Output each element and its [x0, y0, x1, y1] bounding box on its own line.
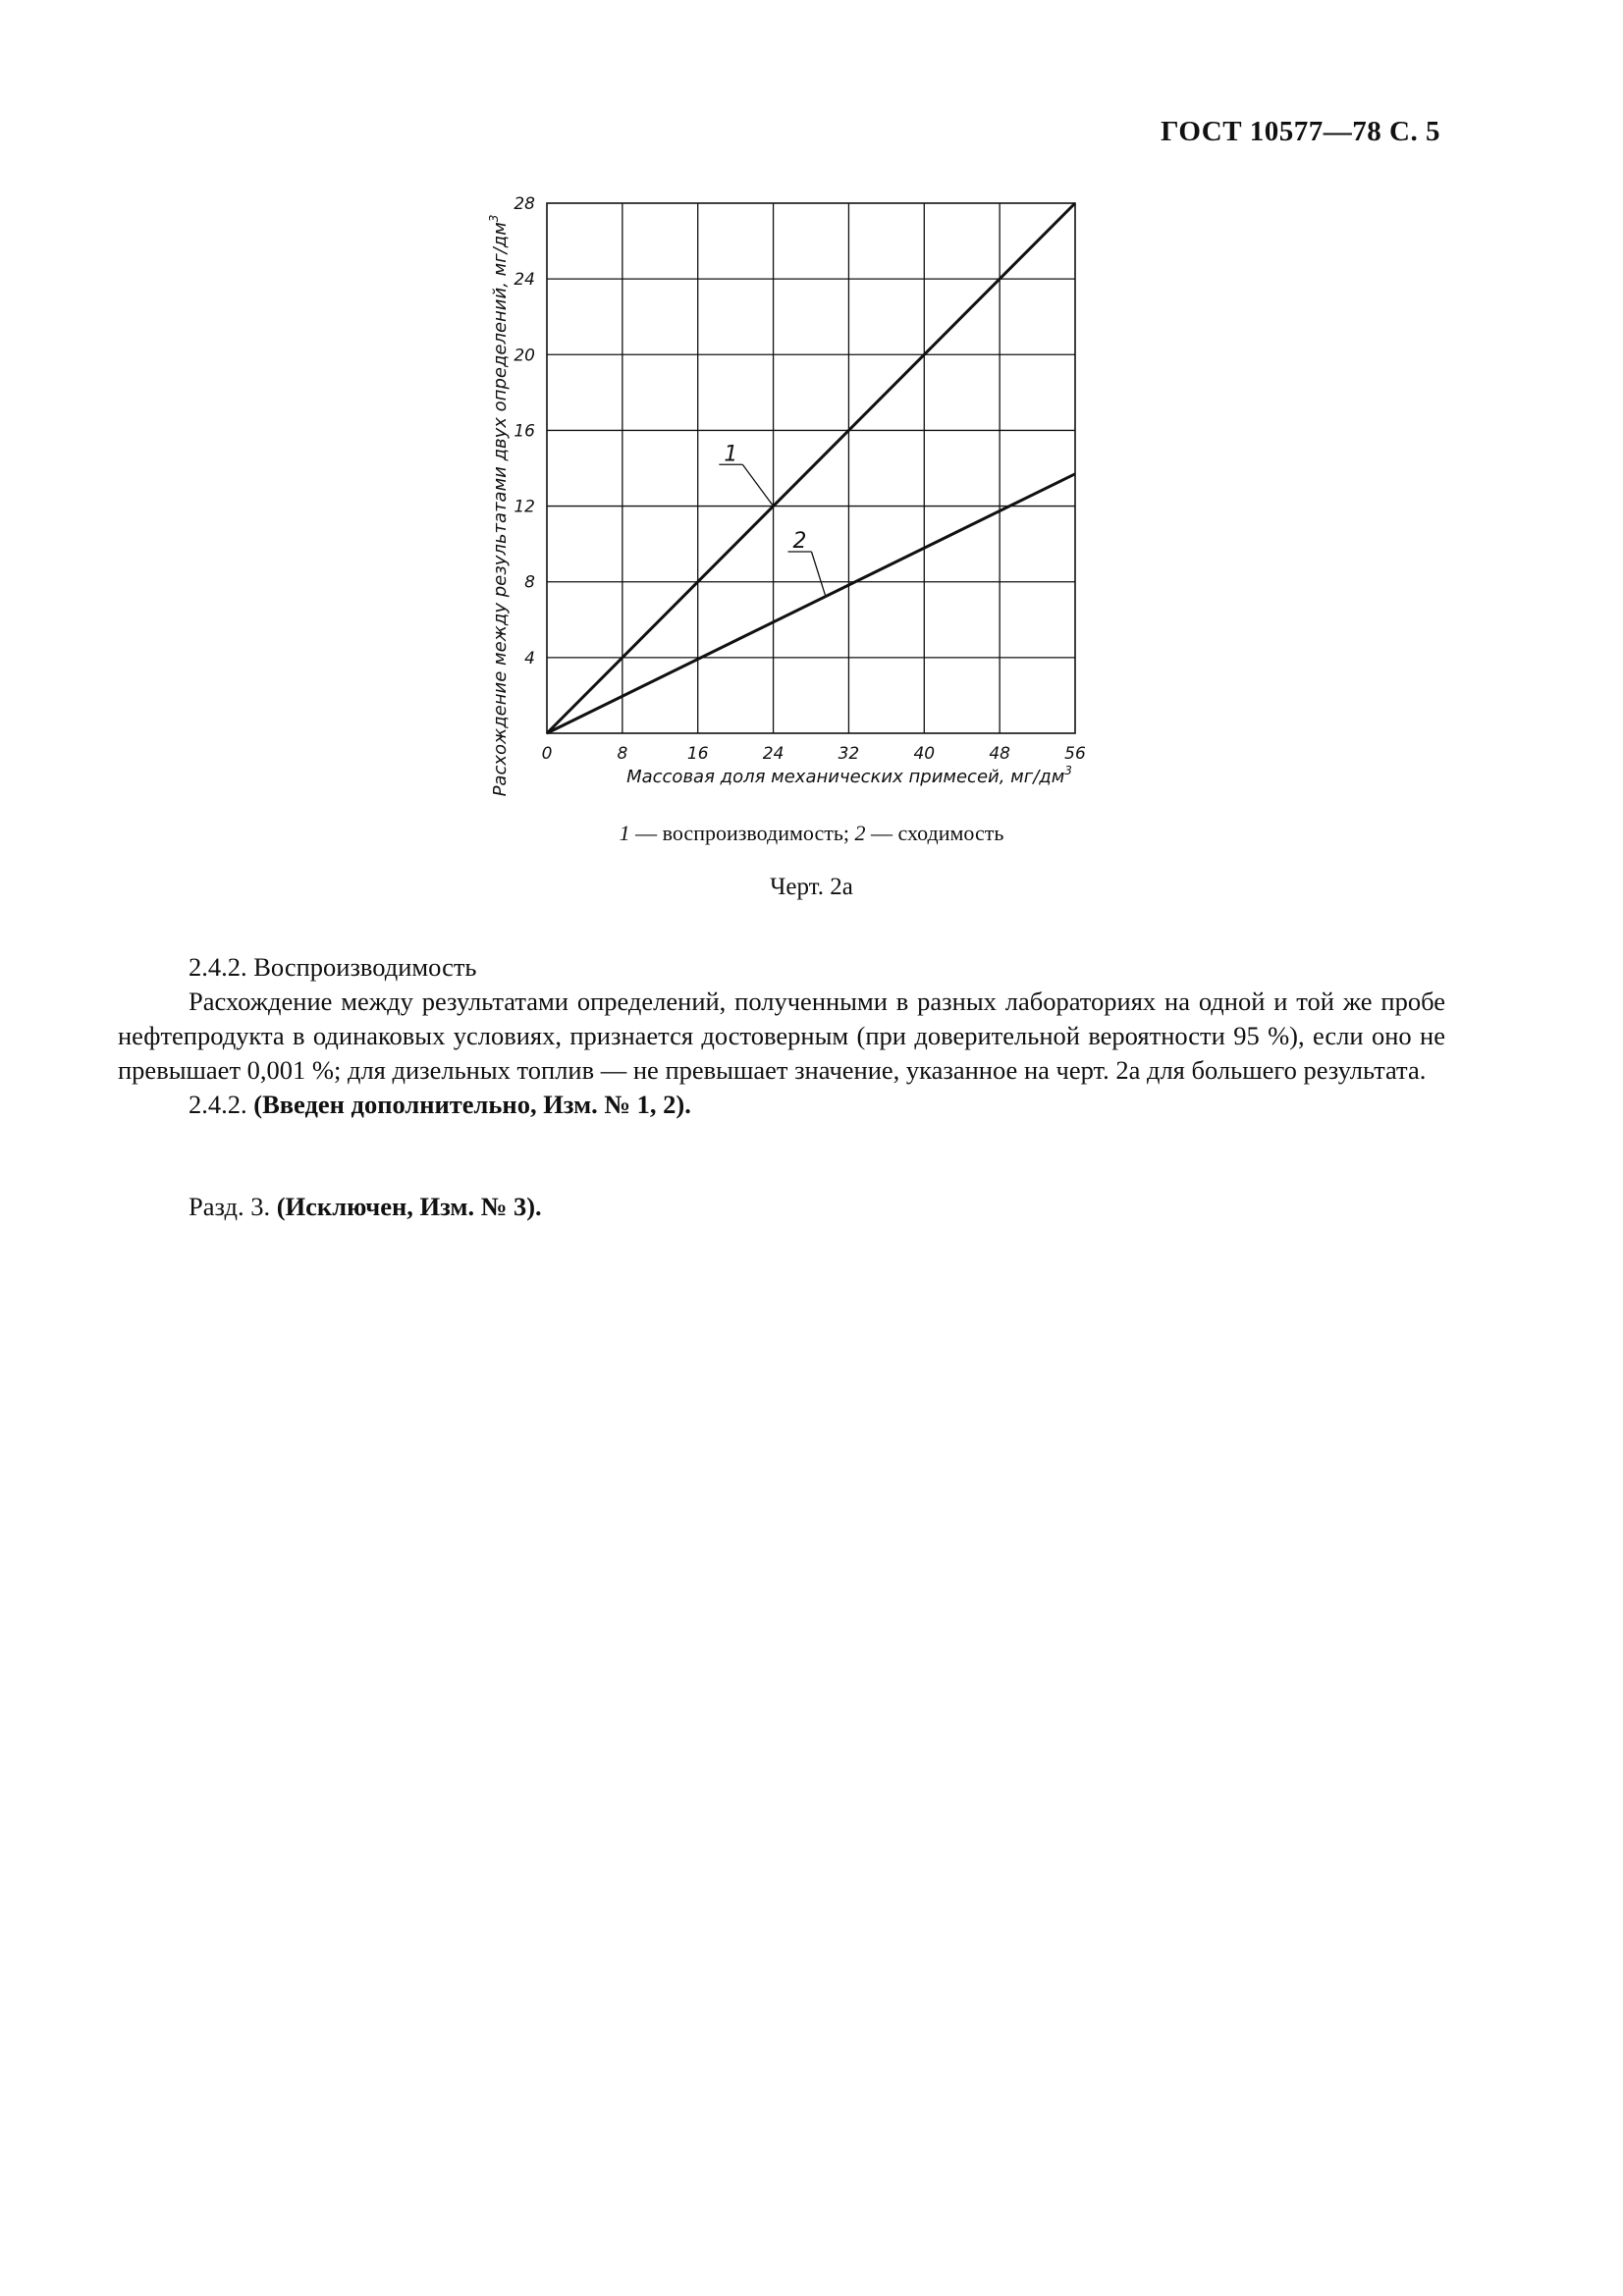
x-tick-label: 56 — [1064, 744, 1086, 764]
series-line-1 — [547, 203, 1075, 733]
annotation-leader-2 — [811, 552, 825, 595]
y-tick-label: 20 — [514, 346, 535, 366]
legend-item-1-number: 1 — [619, 821, 630, 845]
x-axis-label: Массовая доля механических примесей, $мг/дм^3$ — [626, 764, 1072, 787]
x-tick-label: 24 — [762, 744, 784, 764]
x-tick-label: 0 — [541, 744, 553, 764]
page-header: ГОСТ 10577—78 С. 5 — [1161, 116, 1440, 147]
series-line-2 — [547, 474, 1075, 733]
section-2-4-2 — [118, 950, 1445, 1122]
y-tick-label: 8 — [524, 572, 535, 593]
chart-legend — [0, 821, 1623, 846]
annotation-leader-1 — [742, 464, 773, 506]
x-tick-label: 40 — [913, 744, 936, 764]
legend-item-2-number: 2 — [854, 821, 866, 845]
x-tick-label: 16 — [686, 744, 709, 764]
series-label-2: 2 — [792, 529, 807, 554]
section-paragraph: Расхождение между результатами определений, полученными в разных лабораториях на одной и той же пробе нефтепродукта в одинаковых условиях, признается достоверным (при доверительной вероятности 95 %), если оно не превышает 0,001 %; для дизельных топлив — не превышает значение, указанное на черт. 2а для большего результата. — [118, 987, 1445, 1085]
x-tick-label: 48 — [989, 744, 1010, 764]
x-tick-label: 8 — [617, 744, 628, 764]
y-tick-label: 4 — [524, 648, 535, 668]
figure-caption: Черт. 2а — [770, 874, 853, 900]
section-3-note — [118, 1190, 1445, 1224]
x-tick-label: 32 — [838, 744, 860, 764]
series-label-1: 1 — [724, 442, 738, 467]
y-tick-label: 24 — [514, 270, 535, 291]
legend-item-1-text: — воспроизводимость; — [629, 821, 855, 845]
legend-item-2-text: — сходимость — [865, 821, 1004, 845]
razd-prefix: Разд. 3. — [189, 1192, 277, 1221]
amendment-note: 2.4.2. (Введен дополнительно, Изм. № 1, 2). — [189, 1090, 691, 1119]
razd-bold: (Исключен, Изм. № 3). — [276, 1192, 542, 1221]
section-heading: 2.4.2. Воспроизводимость — [189, 952, 477, 982]
chart — [471, 191, 1100, 800]
y-tick-label: 16 — [514, 421, 535, 442]
y-tick-label: 28 — [514, 194, 535, 214]
y-tick-label: 12 — [514, 497, 535, 517]
y-axis-label: Расхождение между результатами двух определений, $мг/дм^3$ — [487, 214, 511, 797]
